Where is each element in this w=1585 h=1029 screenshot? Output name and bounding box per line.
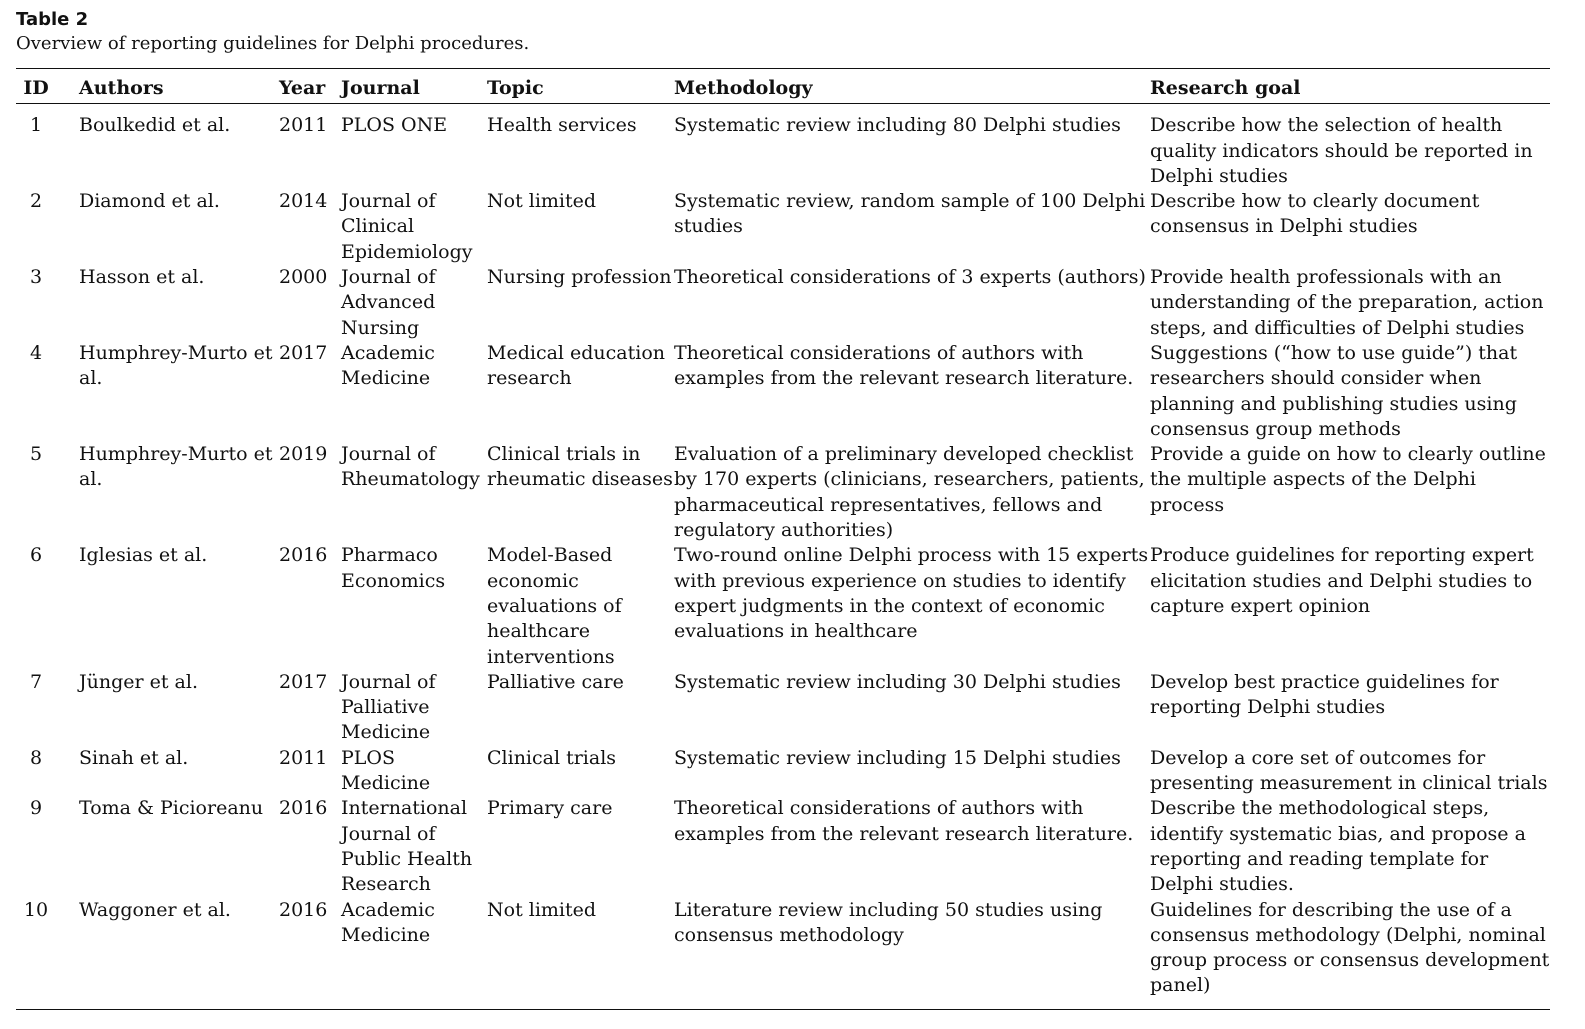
- cell-methodology: Literature review including 50 studies using consensus methodology: [674, 898, 1150, 1010]
- cell-id: 8: [29, 746, 43, 769]
- cell-topic: Primary care: [487, 797, 613, 820]
- table-title: Table 2: [16, 9, 89, 30]
- cell-id: 10: [16, 898, 56, 1010]
- cell-topic: Health services: [487, 114, 637, 137]
- cell-id: 1: [29, 114, 43, 137]
- cell-research-goal: Develop best practice guidelines for reporting Delphi studies: [1150, 670, 1499, 719]
- cell-methodology: Two-round online Delphi process with 15 experts with previous experience on studies to identify expert judgments in the context of economic evaluations in healthcare: [674, 544, 1149, 643]
- cell-id: 9: [29, 797, 43, 820]
- table-row: [16, 341, 1550, 442]
- table-header-row: [16, 69, 1550, 104]
- header-topic: Topic: [487, 69, 674, 104]
- table-subtitle: Overview of reporting guidelines for Delphi procedures.: [16, 33, 530, 54]
- cell-journal: Academic Medicine: [341, 898, 487, 1010]
- cell-methodology: Systematic review including 15 Delphi studies: [674, 746, 1121, 769]
- table-row: [16, 898, 1550, 1010]
- cell-id: 7: [29, 670, 43, 693]
- cell-authors: Waggoner et al.: [56, 898, 279, 1010]
- cell-research-goal: Provide health professionals with an understanding of the preparation, action steps, and difficulties of Delphi studies: [1150, 266, 1544, 339]
- cell-id: 2: [29, 190, 43, 213]
- cell-year: 2011: [279, 114, 328, 137]
- cell-topic: Medical education research: [487, 341, 666, 390]
- cell-research-goal: Describe the methodological steps, identify systematic bias, and propose a reporting and reading template for Delphi studies.: [1150, 797, 1526, 896]
- cell-journal: Journal of Clinical Epidemiology: [341, 190, 473, 263]
- cell-id: 4: [29, 341, 43, 364]
- cell-authors: Humphrey-Murto et al.: [79, 341, 273, 390]
- header-year: Year: [279, 69, 341, 104]
- cell-topic: Clinical trials in rheumatic diseases: [487, 443, 673, 491]
- table-row: [16, 670, 1550, 746]
- cell-topic: Model-Based economic evaluations of healthcare interventions: [487, 544, 622, 668]
- cell-year: 2016: [279, 544, 328, 567]
- cell-authors: Toma & Picioreanu: [79, 797, 264, 820]
- cell-authors: Diamond et al.: [79, 190, 220, 213]
- table-row: [16, 746, 1550, 797]
- cell-methodology: Systematic review including 80 Delphi studies: [674, 114, 1121, 137]
- cell-methodology: Theoretical considerations of authors with examples from the relevant research literature.: [674, 341, 1134, 390]
- cell-topic: Not limited: [487, 898, 674, 1010]
- cell-year: 2019: [279, 443, 328, 466]
- cell-id: 6: [29, 544, 43, 567]
- cell-research-goal: Suggestions (“how to use guide”) that researchers should consider when planning and publishing studies using consensus group methods: [1150, 341, 1518, 440]
- header-research-goal: Research goal: [1150, 69, 1550, 104]
- cell-journal: PLOS Medicine: [341, 746, 431, 795]
- table-caption: [16, 8, 529, 56]
- table-row: [16, 442, 1550, 543]
- cell-authors: Iglesias et al.: [79, 544, 208, 567]
- table-row: [16, 265, 1550, 341]
- header-authors: Authors: [56, 69, 279, 104]
- cell-year: 2016: [279, 797, 328, 820]
- cell-authors: Sinah et al.: [79, 746, 189, 769]
- cell-journal: PLOS ONE: [341, 114, 448, 137]
- cell-topic: Not limited: [487, 190, 597, 213]
- table-row: [16, 189, 1550, 265]
- cell-id: 5: [29, 443, 43, 466]
- cell-journal: Journal of Palliative Medicine: [341, 670, 436, 744]
- cell-journal: Journal of Rheumatology: [341, 443, 480, 491]
- cell-authors: Hasson et al.: [79, 266, 205, 289]
- cell-id: 3: [29, 266, 43, 289]
- cell-methodology: Theoretical considerations of 3 experts (authors): [674, 266, 1146, 289]
- cell-journal: International Journal of Public Health Research: [341, 797, 473, 896]
- table-row: [16, 543, 1550, 669]
- table-row: [16, 796, 1550, 897]
- cell-authors: Boulkedid et al.: [79, 114, 231, 137]
- cell-methodology: Systematic review, random sample of 100 Delphi studies: [674, 190, 1146, 238]
- cell-research-goal: Provide a guide on how to clearly outline the multiple aspects of the Delphi process: [1150, 443, 1546, 516]
- table-container: [16, 68, 1550, 1010]
- table-row: [16, 104, 1550, 189]
- cell-research-goal: Describe how to clearly document consensus in Delphi studies: [1150, 190, 1480, 238]
- cell-year: 2017: [279, 341, 328, 364]
- cell-methodology: Systematic review including 30 Delphi studies: [674, 670, 1121, 693]
- cell-research-goal: Guidelines for describing the use of a consensus methodology (Delphi, nominal group process or consensus development panel): [1150, 898, 1550, 1010]
- cell-methodology: Evaluation of a preliminary developed checklist by 170 experts (clinicians, researchers, patients, pharmaceutical representatives, fellows and regulatory authorities): [674, 443, 1145, 542]
- cell-year: 2017: [279, 670, 328, 693]
- cell-year: 2000: [279, 266, 328, 289]
- cell-methodology: Theoretical considerations of authors with examples from the relevant research literature.: [674, 797, 1134, 845]
- cell-authors: Humphrey-Murto et al.: [79, 443, 273, 491]
- cell-year: 2016: [279, 898, 341, 1010]
- cell-year: 2014: [279, 190, 328, 213]
- header-id: ID: [16, 69, 56, 104]
- cell-research-goal: Describe how the selection of health quality indicators should be reported in Delphi studies: [1150, 114, 1533, 187]
- cell-topic: Clinical trials: [487, 746, 617, 769]
- cell-research-goal: Develop a core set of outcomes for presenting measurement in clinical trials: [1150, 746, 1548, 795]
- cell-research-goal: Produce guidelines for reporting expert elicitation studies and Delphi studies to capture expert opinion: [1150, 544, 1534, 617]
- cell-journal: Journal of Advanced Nursing: [341, 266, 436, 339]
- header-journal: Journal: [341, 69, 487, 104]
- header-methodology: Methodology: [674, 69, 1150, 104]
- guidelines-table: [16, 68, 1550, 1010]
- cell-journal: Academic Medicine: [341, 341, 435, 390]
- cell-authors: Jünger et al.: [79, 670, 198, 693]
- cell-year: 2011: [279, 746, 328, 769]
- cell-topic: Nursing profession: [487, 266, 672, 289]
- cell-topic: Palliative care: [487, 670, 624, 693]
- cell-journal: Pharmaco Economics: [341, 544, 446, 592]
